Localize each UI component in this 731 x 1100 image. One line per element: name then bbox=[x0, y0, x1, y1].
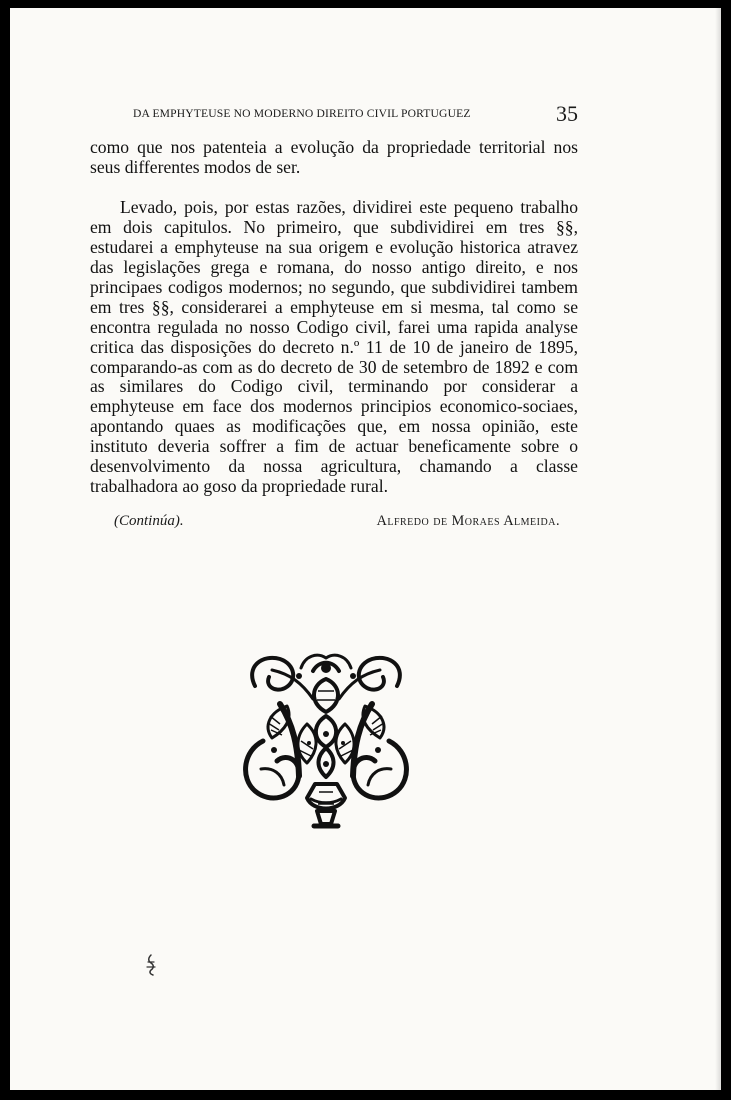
page-edge-shadow bbox=[715, 8, 721, 1090]
article-body bbox=[90, 138, 578, 497]
continuation-note: (Continúa). bbox=[114, 513, 184, 529]
article-footer bbox=[114, 513, 560, 535]
page-number: 35 bbox=[556, 101, 578, 126]
floral-vase-ornament-icon bbox=[235, 646, 417, 834]
small-printer-mark-icon bbox=[145, 953, 157, 977]
author-signature: Alfredo de Moraes Almeida. bbox=[376, 513, 560, 529]
running-header bbox=[133, 102, 578, 124]
running-title: DA EMPHYTEUSE NO MODERNO DIREITO CIVIL PORTUGUEZ bbox=[133, 107, 471, 120]
body-paragraph-continuation: como que nos patenteia a evolução da propriedade territorial nos seus differentes modos de ser. bbox=[90, 137, 578, 177]
body-paragraph-plan: Levado, pois, por estas razões, dividirei este pequeno trabalho em dois capitulos. No primeiro, que subdividirei em tres §§, estudarei a emphyteuse na sua origem e evolução historica atravez das legislações grega e romana, do nosso antigo direito, e nos principaes codigos modernos; no segundo, que subdividirei tambem em tres §§, considerarei a emphyteuse em si mesma, tal como se encontra regulada no nosso Codigo civil, farei uma rapida analyse critica das disposições do decreto n.º 11 de 10 de janeiro de 1895, comparando-as com as do decreto de 30 de setembro de 1892 e com as similares do Codigo civil, terminando por considerar a emphyteuse em face dos modernos principios economico-sociaes, apontando quaes as modificações que, em nossa opinião, este instituto deveria soffrer a fim de actuar beneficamente sobre o desenvolvimento da nossa agricultura, chamando a classe trabalhadora ao goso da propriedade rural. bbox=[90, 196, 578, 497]
document-page bbox=[10, 8, 721, 1090]
